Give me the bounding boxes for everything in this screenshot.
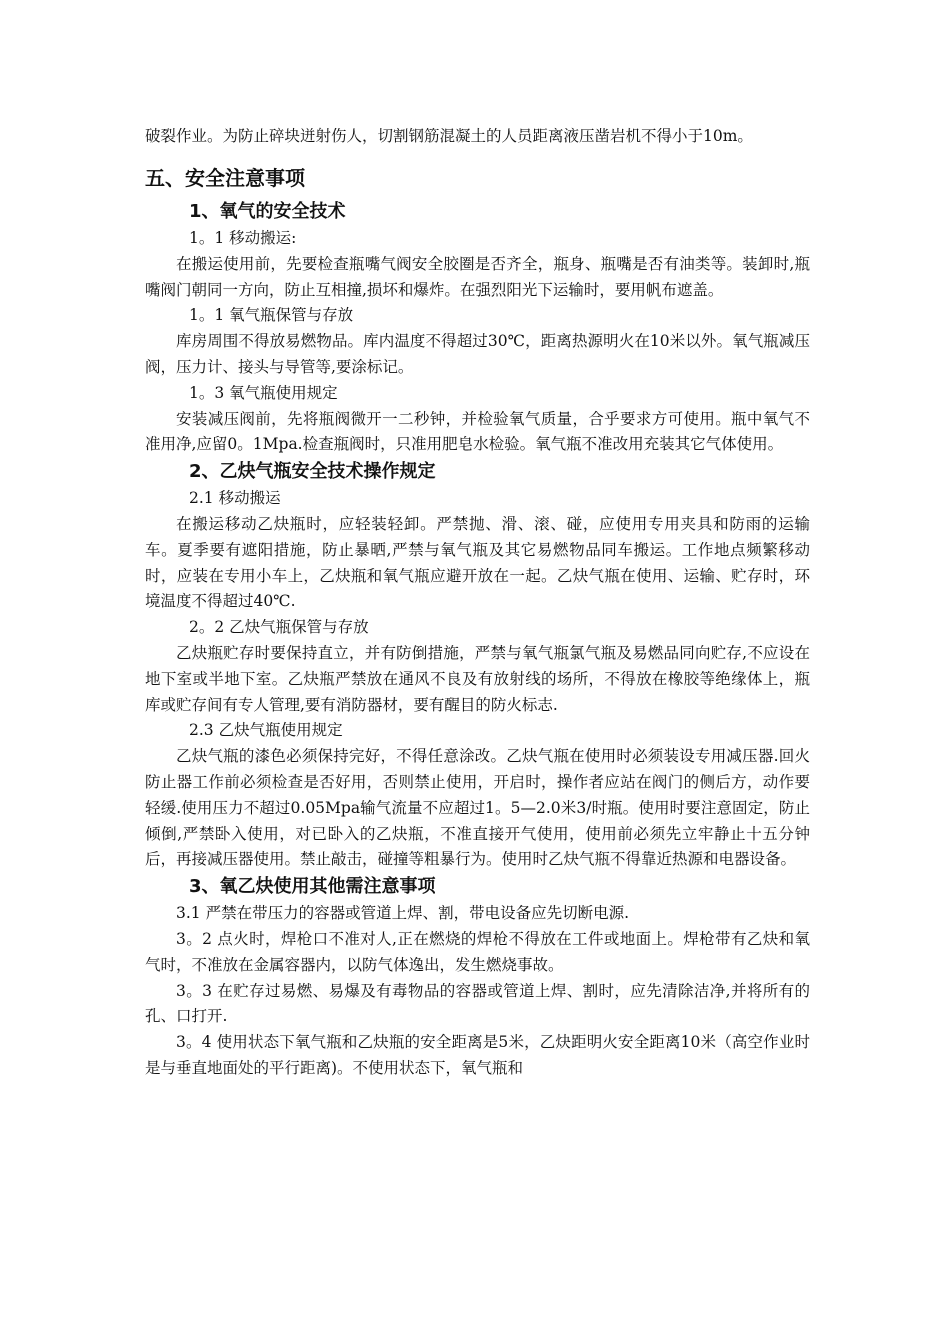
s1-sub3-heading: 1。3 氧气瓶使用规定 [189, 383, 338, 402]
subsection-1-title: 1、氧气的安全技术 [189, 201, 346, 222]
s2-paragraph-3: 乙炔气瓶的漆色必须保持完好，不得任意涂改。乙炔气瓶在使用时必须装设专用减压器.回火防止器工作前必须检查是否好用，否则禁止使用，开启时，操作者应站在阀门的侧后方，动作要轻缓.使用压力不超过0.05Mpa输气流量不应超过1。5—2.0米3/时瓶。使用时要注意固定，防止倾倒,严禁卧入使用，对已卧入的乙炔瓶，不准直接开气使用，使用前必须先立牢静止十五分钟后，再接减压器使用。禁止敲击，碰撞等粗暴行为。使用时乙炔气瓶不得靠近热源和电器设备。 [145, 747, 810, 869]
s2-paragraph-1: 在搬运移动乙炔瓶时，应轻装轻卸。严禁抛、滑、滚、碰，应使用专用夹具和防雨的运输车。夏季要有遮阳措施，防止暴晒,严禁与氧气瓶及其它易燃物品同车搬运。工作地点频繁移动时，应装在专用小车上，乙炔瓶和氧气瓶应避开放在一起。乙炔气瓶在使用、运输、贮存时，环境温度不得超过40℃. [145, 514, 810, 611]
s1-sub1-heading: 1。1 移动搬运: [189, 229, 297, 247]
section-title: 五、安全注意事项 [145, 166, 305, 190]
s3-paragraph-1: 3.1 严禁在带压力的容器或管道上焊、割，带电设备应先切断电源. [176, 904, 630, 923]
subsection-3-title: 3、氧乙炔使用其他需注意事项 [189, 876, 436, 898]
subsection-2-title: 2、乙炔气瓶安全技术操作规定 [189, 461, 436, 483]
s3-paragraph-4: 3。4 使用状态下氧气瓶和乙炔瓶的安全距离是5米，乙炔距明火安全距离10米（高空作业时是与垂直地面处的平行距离)。不使用状态下，氧气瓶和 [145, 1033, 810, 1077]
s3-paragraph-2: 3。2 点火时，焊枪口不准对人,正在燃烧的焊枪不得放在工件或地面上。焊枪带有乙炔和氧气时，不准放在金属容器内，以防气体逸出，发生燃烧事故。 [145, 929, 810, 974]
s1-paragraph-3: 安装减压阀前，先将瓶阀微开一二秒钟，并检验氧气质量，合乎要求方可使用。瓶中氧气不准用净,应留0。1Mpa.检查瓶阀时，只准用肥皂水检验。氧气瓶不准改用充装其它气体使用。 [145, 409, 810, 454]
s2-sub3-heading: 2.3 乙炔气瓶使用规定 [189, 721, 343, 740]
s1-paragraph-1: 在搬运使用前，先要检查瓶嘴气阀安全胶圈是否齐全，瓶身、瓶嘴是否有油类等。装卸时,瓶嘴阀门朝同一方向，防止互相撞,损坏和爆炸。在强烈阳光下运输时，要用帆布遮盖。 [145, 254, 810, 299]
s2-paragraph-2: 乙炔瓶贮存时要保持直立，并有防倒措施，严禁与氧气瓶氯气瓶及易燃品同向贮存,不应设在地下室或半地下室。乙炔瓶严禁放在通风不良及有放射线的场所，不得放在橡胶等绝缘体上，瓶库或贮存间有专人管理,要有消防器材，要有醒目的防火标志. [145, 643, 810, 714]
document-body [145, 114, 810, 1082]
s3-paragraph-3: 3。3 在贮存过易燃、易爆及有毒物品的容器或管道上焊、割时，应先清除洁净,并将所有的孔、口打开. [145, 981, 810, 1026]
intro-paragraph: 破裂作业。为防止碎块迸射伤人，切割钢筋混凝土的人员距离液压凿岩机不得小于10m。 [145, 127, 753, 145]
s1-sub2-heading: 1。1 氧气瓶保管与存放 [189, 306, 354, 325]
s2-sub2-heading: 2。2 乙炔气瓶保管与存放 [189, 618, 369, 637]
s2-sub1-heading: 2.1 移动搬运 [189, 489, 281, 508]
s1-paragraph-2: 库房周围不得放易燃物品。库内温度不得超过30℃，距离热源明火在10米以外。氧气瓶减压阀，压力计、接头与导管等,要涂标记。 [145, 332, 810, 376]
